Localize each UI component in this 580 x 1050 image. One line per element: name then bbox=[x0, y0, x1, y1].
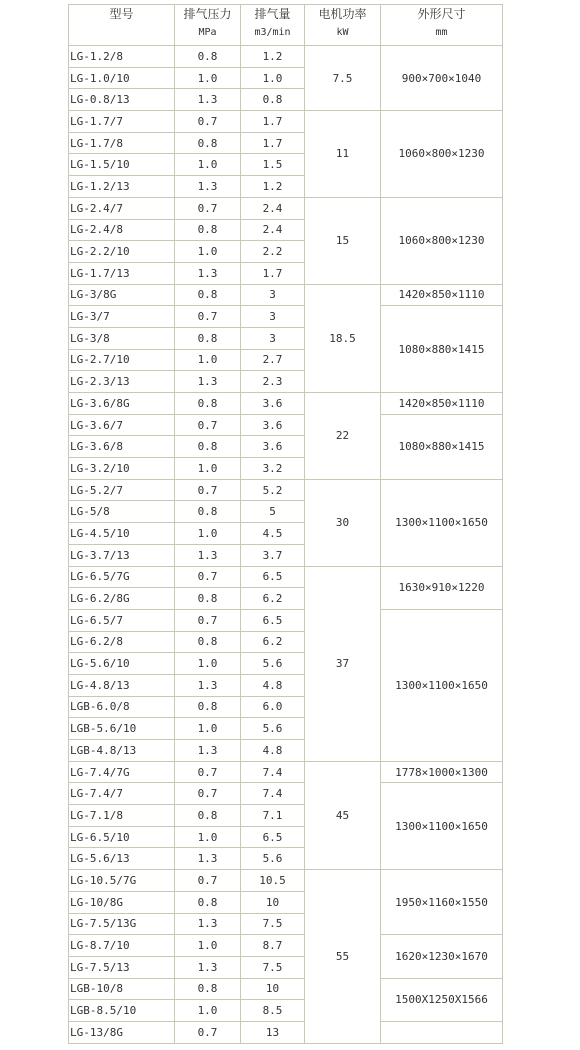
volume-cell: 6.2 bbox=[241, 588, 305, 610]
spec-body bbox=[69, 46, 503, 1044]
table-row bbox=[69, 1021, 503, 1043]
model-cell: LG-3.6/8G bbox=[69, 393, 175, 415]
power-cell: 7.5 bbox=[305, 46, 381, 111]
dimensions-cell: 1620×1230×1670 bbox=[381, 935, 503, 978]
volume-cell: 5.6 bbox=[241, 848, 305, 870]
model-cell: LG-5.2/7 bbox=[69, 479, 175, 501]
table-row bbox=[69, 783, 503, 805]
volume-cell: 10 bbox=[241, 891, 305, 913]
pressure-cell: 0.8 bbox=[175, 891, 241, 913]
table-row bbox=[69, 566, 503, 588]
model-cell: LG-2.4/7 bbox=[69, 197, 175, 219]
model-cell: LG-1.2/8 bbox=[69, 46, 175, 68]
power-cell: 15 bbox=[305, 197, 381, 284]
model-cell: LGB-4.8/13 bbox=[69, 740, 175, 762]
power-cell: 11 bbox=[305, 111, 381, 198]
volume-cell: 3 bbox=[241, 306, 305, 328]
table-row bbox=[69, 609, 503, 631]
model-cell: LG-2.7/10 bbox=[69, 349, 175, 371]
pressure-cell: 1.0 bbox=[175, 1000, 241, 1022]
volume-cell: 1.7 bbox=[241, 132, 305, 154]
power-cell: 37 bbox=[305, 566, 381, 761]
model-cell: LGB-6.0/8 bbox=[69, 696, 175, 718]
volume-cell: 6.5 bbox=[241, 826, 305, 848]
model-cell: LG-10/8G bbox=[69, 891, 175, 913]
pressure-cell: 0.8 bbox=[175, 327, 241, 349]
volume-cell: 3 bbox=[241, 284, 305, 306]
volume-cell: 2.3 bbox=[241, 371, 305, 393]
table-row bbox=[69, 306, 503, 328]
pressure-cell: 0.8 bbox=[175, 696, 241, 718]
pressure-cell: 0.8 bbox=[175, 393, 241, 415]
volume-cell: 13 bbox=[241, 1021, 305, 1043]
pressure-cell: 1.3 bbox=[175, 674, 241, 696]
model-cell: LG-3.6/7 bbox=[69, 414, 175, 436]
volume-cell: 8.5 bbox=[241, 1000, 305, 1022]
pressure-cell: 1.3 bbox=[175, 371, 241, 393]
pressure-cell: 1.3 bbox=[175, 544, 241, 566]
pressure-cell: 1.0 bbox=[175, 67, 241, 89]
volume-cell: 3.7 bbox=[241, 544, 305, 566]
pressure-cell: 1.0 bbox=[175, 241, 241, 263]
model-cell: LG-3.6/8 bbox=[69, 436, 175, 458]
volume-cell: 7.4 bbox=[241, 761, 305, 783]
model-cell: LG-1.5/10 bbox=[69, 154, 175, 176]
header-power bbox=[305, 5, 381, 46]
model-cell: LG-3/7 bbox=[69, 306, 175, 328]
model-cell: LG-5/8 bbox=[69, 501, 175, 523]
volume-cell: 10.5 bbox=[241, 870, 305, 892]
dimensions-cell: 1060×800×1230 bbox=[381, 111, 503, 198]
pressure-cell: 0.8 bbox=[175, 219, 241, 241]
volume-cell: 1.2 bbox=[241, 46, 305, 68]
power-cell: 55 bbox=[305, 870, 381, 1044]
model-cell: LG-5.6/13 bbox=[69, 848, 175, 870]
model-cell: LG-1.0/10 bbox=[69, 67, 175, 89]
pressure-cell: 0.7 bbox=[175, 306, 241, 328]
dimensions-cell bbox=[381, 1021, 503, 1043]
dimensions-cell: 1420×850×1110 bbox=[381, 284, 503, 306]
power-cell: 30 bbox=[305, 479, 381, 566]
pressure-cell: 0.7 bbox=[175, 870, 241, 892]
pressure-cell: 1.0 bbox=[175, 523, 241, 545]
model-cell: LG-0.8/13 bbox=[69, 89, 175, 111]
table-row bbox=[69, 761, 503, 783]
model-cell: LG-3/8G bbox=[69, 284, 175, 306]
header-row bbox=[69, 5, 503, 46]
model-cell: LG-4.8/13 bbox=[69, 674, 175, 696]
pressure-cell: 0.8 bbox=[175, 501, 241, 523]
table-row bbox=[69, 111, 503, 133]
pressure-cell: 1.3 bbox=[175, 956, 241, 978]
header-pressure-unit: MPa bbox=[198, 27, 217, 38]
volume-cell: 6.0 bbox=[241, 696, 305, 718]
volume-cell: 1.7 bbox=[241, 262, 305, 284]
power-cell: 18.5 bbox=[305, 284, 381, 392]
model-cell: LG-2.3/13 bbox=[69, 371, 175, 393]
volume-cell: 3.2 bbox=[241, 458, 305, 480]
pressure-cell: 0.7 bbox=[175, 414, 241, 436]
table-row bbox=[69, 284, 503, 306]
pressure-cell: 0.8 bbox=[175, 978, 241, 1000]
model-cell: LG-7.1/8 bbox=[69, 805, 175, 827]
volume-cell: 4.5 bbox=[241, 523, 305, 545]
volume-cell: 5.6 bbox=[241, 653, 305, 675]
pressure-cell: 1.3 bbox=[175, 89, 241, 111]
model-cell: LG-3.2/10 bbox=[69, 458, 175, 480]
volume-cell: 1.2 bbox=[241, 176, 305, 198]
table-row bbox=[69, 978, 503, 1000]
header-model-label: 型号 bbox=[109, 7, 134, 21]
model-cell: LG-6.2/8 bbox=[69, 631, 175, 653]
model-cell: LG-2.4/8 bbox=[69, 219, 175, 241]
model-cell: LGB-8.5/10 bbox=[69, 1000, 175, 1022]
dimensions-cell: 1300×1100×1650 bbox=[381, 609, 503, 761]
pressure-cell: 1.3 bbox=[175, 740, 241, 762]
model-cell: LG-6.5/7G bbox=[69, 566, 175, 588]
model-cell: LG-6.5/7 bbox=[69, 609, 175, 631]
pressure-cell: 1.3 bbox=[175, 848, 241, 870]
pressure-cell: 0.8 bbox=[175, 284, 241, 306]
model-cell: LG-1.7/8 bbox=[69, 132, 175, 154]
pressure-cell: 0.7 bbox=[175, 566, 241, 588]
pressure-cell: 0.7 bbox=[175, 197, 241, 219]
dimensions-cell: 1950×1160×1550 bbox=[381, 870, 503, 935]
dimensions-cell: 900×700×1040 bbox=[381, 46, 503, 111]
volume-cell: 1.7 bbox=[241, 111, 305, 133]
model-cell: LG-7.4/7 bbox=[69, 783, 175, 805]
volume-cell: 7.1 bbox=[241, 805, 305, 827]
volume-cell: 5 bbox=[241, 501, 305, 523]
volume-cell: 6.5 bbox=[241, 609, 305, 631]
dimensions-cell: 1300×1100×1650 bbox=[381, 783, 503, 870]
volume-cell: 3 bbox=[241, 327, 305, 349]
model-cell: LG-3.7/13 bbox=[69, 544, 175, 566]
pressure-cell: 1.0 bbox=[175, 653, 241, 675]
pressure-cell: 1.0 bbox=[175, 154, 241, 176]
header-power-label: 电机功率 bbox=[318, 7, 367, 21]
volume-cell: 2.4 bbox=[241, 197, 305, 219]
header-model bbox=[69, 5, 175, 46]
table-row bbox=[69, 479, 503, 501]
pressure-cell: 1.3 bbox=[175, 176, 241, 198]
pressure-cell: 1.0 bbox=[175, 935, 241, 957]
pressure-cell: 1.3 bbox=[175, 913, 241, 935]
dimensions-cell: 1080×880×1415 bbox=[381, 306, 503, 393]
spec-table bbox=[68, 4, 503, 1044]
model-cell: LG-3/8 bbox=[69, 327, 175, 349]
dimensions-cell: 1420×850×1110 bbox=[381, 393, 503, 415]
table-row bbox=[69, 393, 503, 415]
pressure-cell: 1.0 bbox=[175, 718, 241, 740]
volume-cell: 8.7 bbox=[241, 935, 305, 957]
pressure-cell: 1.0 bbox=[175, 349, 241, 371]
volume-cell: 5.6 bbox=[241, 718, 305, 740]
pressure-cell: 1.0 bbox=[175, 826, 241, 848]
pressure-cell: 0.7 bbox=[175, 761, 241, 783]
table-row bbox=[69, 414, 503, 436]
volume-cell: 5.2 bbox=[241, 479, 305, 501]
pressure-cell: 0.7 bbox=[175, 783, 241, 805]
pressure-cell: 0.8 bbox=[175, 436, 241, 458]
model-cell: LG-13/8G bbox=[69, 1021, 175, 1043]
pressure-cell: 0.7 bbox=[175, 609, 241, 631]
table-row bbox=[69, 46, 503, 68]
volume-cell: 3.6 bbox=[241, 436, 305, 458]
pressure-cell: 0.7 bbox=[175, 1021, 241, 1043]
volume-cell: 1.5 bbox=[241, 154, 305, 176]
header-pressure bbox=[175, 5, 241, 46]
header-dimensions-label: 外形尺寸 bbox=[417, 7, 466, 21]
table-row bbox=[69, 935, 503, 957]
volume-cell: 2.2 bbox=[241, 241, 305, 263]
volume-cell: 2.4 bbox=[241, 219, 305, 241]
header-pressure-label: 排气压力 bbox=[183, 7, 232, 21]
pressure-cell: 0.8 bbox=[175, 805, 241, 827]
pressure-cell: 1.0 bbox=[175, 458, 241, 480]
table-row bbox=[69, 197, 503, 219]
pressure-cell: 0.7 bbox=[175, 479, 241, 501]
model-cell: LG-4.5/10 bbox=[69, 523, 175, 545]
dimensions-cell: 1778×1000×1300 bbox=[381, 761, 503, 783]
model-cell: LG-6.5/10 bbox=[69, 826, 175, 848]
power-cell: 22 bbox=[305, 393, 381, 480]
volume-cell: 3.6 bbox=[241, 393, 305, 415]
dimensions-cell: 1630×910×1220 bbox=[381, 566, 503, 609]
model-cell: LG-7.4/7G bbox=[69, 761, 175, 783]
model-cell: LG-5.6/10 bbox=[69, 653, 175, 675]
pressure-cell: 1.3 bbox=[175, 262, 241, 284]
header-dimensions-unit: mm bbox=[435, 27, 448, 38]
volume-cell: 6.5 bbox=[241, 566, 305, 588]
model-cell: LG-2.2/10 bbox=[69, 241, 175, 263]
volume-cell: 2.7 bbox=[241, 349, 305, 371]
model-cell: LGB-5.6/10 bbox=[69, 718, 175, 740]
volume-cell: 4.8 bbox=[241, 740, 305, 762]
dimensions-cell: 1500X1250X1566 bbox=[381, 978, 503, 1021]
model-cell: LG-1.7/7 bbox=[69, 111, 175, 133]
header-volume bbox=[241, 5, 305, 46]
volume-cell: 10 bbox=[241, 978, 305, 1000]
header-power-unit: kW bbox=[336, 27, 349, 38]
header-dimensions bbox=[381, 5, 503, 46]
model-cell: LG-7.5/13 bbox=[69, 956, 175, 978]
volume-cell: 6.2 bbox=[241, 631, 305, 653]
volume-cell: 7.4 bbox=[241, 783, 305, 805]
model-cell: LG-8.7/10 bbox=[69, 935, 175, 957]
volume-cell: 7.5 bbox=[241, 956, 305, 978]
model-cell: LG-10.5/7G bbox=[69, 870, 175, 892]
pressure-cell: 0.8 bbox=[175, 631, 241, 653]
pressure-cell: 0.8 bbox=[175, 46, 241, 68]
volume-cell: 4.8 bbox=[241, 674, 305, 696]
power-cell: 45 bbox=[305, 761, 381, 869]
dimensions-cell: 1300×1100×1650 bbox=[381, 479, 503, 566]
pressure-cell: 0.7 bbox=[175, 111, 241, 133]
table-row bbox=[69, 870, 503, 892]
volume-cell: 1.0 bbox=[241, 67, 305, 89]
model-cell: LG-1.2/13 bbox=[69, 176, 175, 198]
model-cell: LG-1.7/13 bbox=[69, 262, 175, 284]
model-cell: LG-7.5/13G bbox=[69, 913, 175, 935]
model-cell: LGB-10/8 bbox=[69, 978, 175, 1000]
pressure-cell: 0.8 bbox=[175, 132, 241, 154]
dimensions-cell: 1060×800×1230 bbox=[381, 197, 503, 284]
dimensions-cell: 1080×880×1415 bbox=[381, 414, 503, 479]
header-volume-unit: m3/min bbox=[254, 27, 291, 38]
volume-cell: 0.8 bbox=[241, 89, 305, 111]
pressure-cell: 0.8 bbox=[175, 588, 241, 610]
volume-cell: 7.5 bbox=[241, 913, 305, 935]
model-cell: LG-6.2/8G bbox=[69, 588, 175, 610]
volume-cell: 3.6 bbox=[241, 414, 305, 436]
header-volume-label: 排气量 bbox=[254, 7, 291, 21]
